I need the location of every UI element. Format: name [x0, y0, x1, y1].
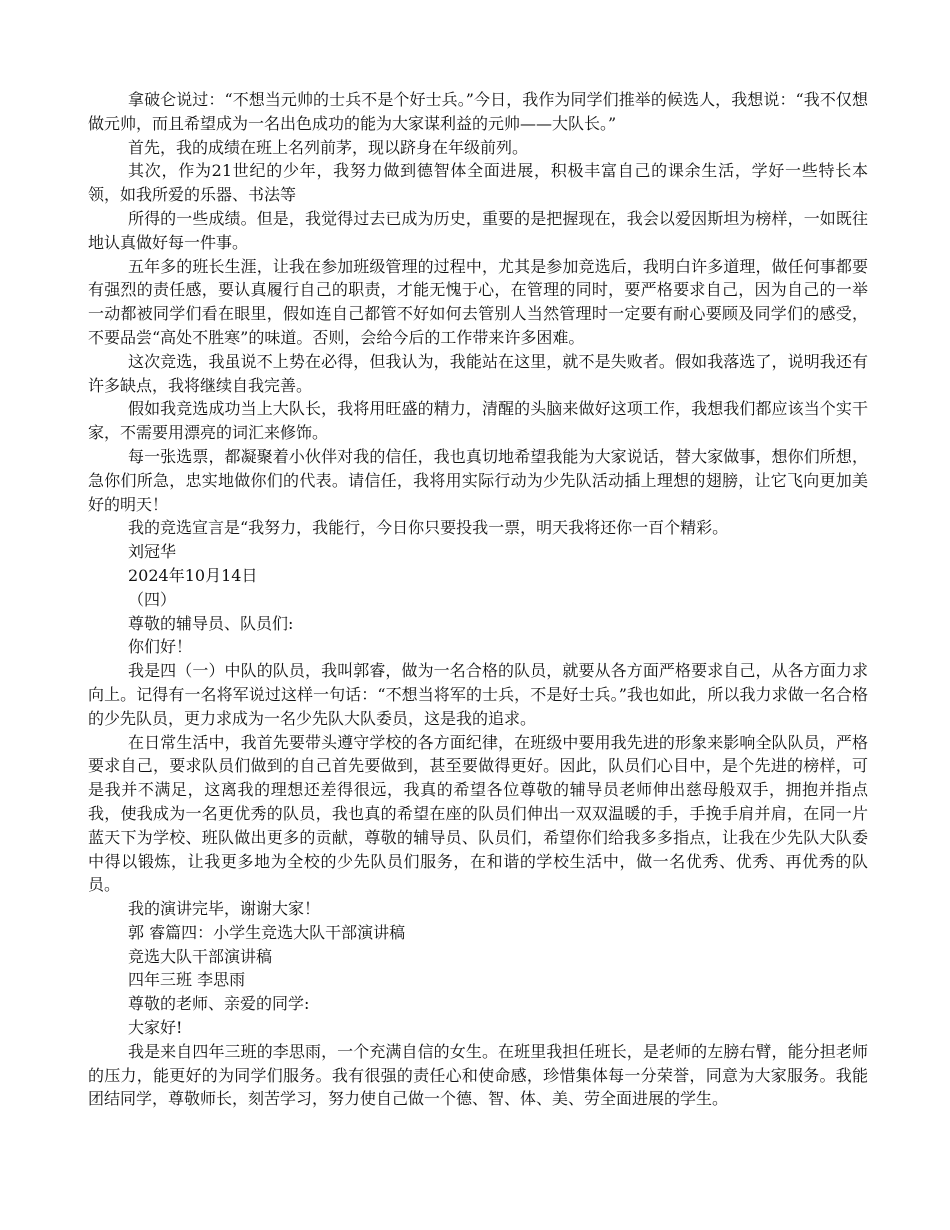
author-name: 刘冠华: [128, 542, 177, 562]
closing-line: 我的演讲完毕，谢谢大家！: [128, 899, 321, 919]
section-heading: 郭 睿篇四：小学生竞选大队干部演讲稿: [128, 922, 406, 942]
speech-title: 竞选大队干部演讲稿: [128, 946, 273, 966]
document-page: [88, 88, 868, 1111]
paragraph: 这次竞选，我虽说不上势在必得，但我认为，我能站在这里，就不是失败者。假如我落选了，说明我还有许多缺点，我将继续自我完善。: [88, 351, 868, 395]
paragraph: 拿破仑说过：“不想当元帅的士兵不是个好士兵。”今日，我作为同学们推举的候选人，我想说：“我不仅想做元帅，而且希望成为一名出色成功的能为大家谋利益的元帅——大队长。”: [88, 90, 868, 133]
section-number: （四）: [128, 589, 177, 609]
paragraph: 首先，我的成绩在班上名列前茅，现以跻身在年级前列。: [128, 137, 529, 157]
paragraph: 其次，作为21世纪的少年，我努力做到德智体全面进展，积极丰富自己的课余生活，学好一些特长本领，如我所爱的乐器、书法等: [88, 161, 868, 205]
paragraph: 我的竞选宣言是“我努力，我能行，今日你只要投我一票，明天我将还你一百个精彩。: [128, 518, 729, 538]
salutation: 尊敬的辅导员、队员们:: [128, 613, 294, 633]
paragraph: 每一张选票，都凝聚着小伙伴对我的信任，我也真切地希望我能为大家说话，替大家做事，想你们所想，急你们所急，忠实地做你们的代表。请信任，我将用实际行动为少先队活动插上理想的翅膀，让它飞向更加美好的明天！: [88, 446, 868, 514]
date-line: 2024年10月14日: [128, 565, 258, 585]
speaker-line: 四年三班 李思雨: [128, 970, 246, 990]
paragraph: 在日常生活中，我首先要带头遵守学校的各方面纪律，在班级中要用我先进的形象来影响全队队员，严格要求自己，要求队员们做到的自己首先要做到，甚至要做得更好。因此，队员们心目中，是个先进的榜样，可是我并不满足，这离我的理想还差得很远，我真的希望各位尊敬的辅导员老师伸出慈母般双手，拥抱并指点我，使我成为一名更优秀的队员，我也真的希望在座的队员们伸出一双双温暖的手，手挽手肩并肩，在同一片蓝天下为学校、班队做出更多的贡献，尊敬的辅导员、队员们，希望你们给我多多指点，让我在少先队大队委中得以锻炼，让我更多地为全校的少先队员们服务，在和谐的学校生活中，做一名优秀、优秀、再优秀的队员。: [88, 732, 868, 895]
paragraph: 假如我竞选成功当上大队长，我将用旺盛的精力，清醒的头脑来做好这项工作，我想我们都应该当个实干家，不需要用漂亮的词汇来修饰。: [88, 399, 868, 443]
salutation: 尊敬的老师、亲爱的同学:: [128, 994, 310, 1014]
greeting: 你们好！: [128, 637, 193, 657]
greeting: 大家好!: [128, 1018, 183, 1038]
paragraph: 我是来自四年三班的李思雨，一个充满自信的女生。在班里我担任班长，是老师的左膀右臂，能分担老师的压力，能更好的为同学们服务。我有很强的责任心和使命感，珍惜集体每一分荣誉，同意为大家服务。我能团结同学，尊敬师长，刻苦学习，努力使自己做一个德、智、体、美、劳全面进展的学生。: [88, 1041, 868, 1109]
paragraph: 我是四（一）中队的队员，我叫郭睿，做为一名合格的队员，就要从各方面严格要求自己，从各方面力求向上。记得有一名将军说过这样一句话：“不想当将军的士兵，不是好士兵。”我也如此，所以我力求做一名合格的少先队员，更力求成为一名少先队大队委员，这是我的追求。: [88, 661, 868, 728]
paragraph: 五年多的班长生涯，让我在参加班级管理的过程中，尤其是参加竞选后，我明白许多道理，做任何事都要有强烈的责任感，要认真履行自己的职责，才能无愧于心，在管理的同时，要严格要求自己，因为自己的一举一动都被同学们看在眼里，假如连自己都管不好如何去管别人当然管理时一定要有耐心要顾及同学们的感受，不要品尝“高处不胜寒”的味道。否则，会给今后的工作带来许多困难。: [88, 256, 868, 347]
paragraph: 所得的一些成绩。但是，我觉得过去已成为历史，重要的是把握现在，我会以爱因斯坦为榜样，一如既往地认真做好每一件事。: [88, 208, 868, 252]
